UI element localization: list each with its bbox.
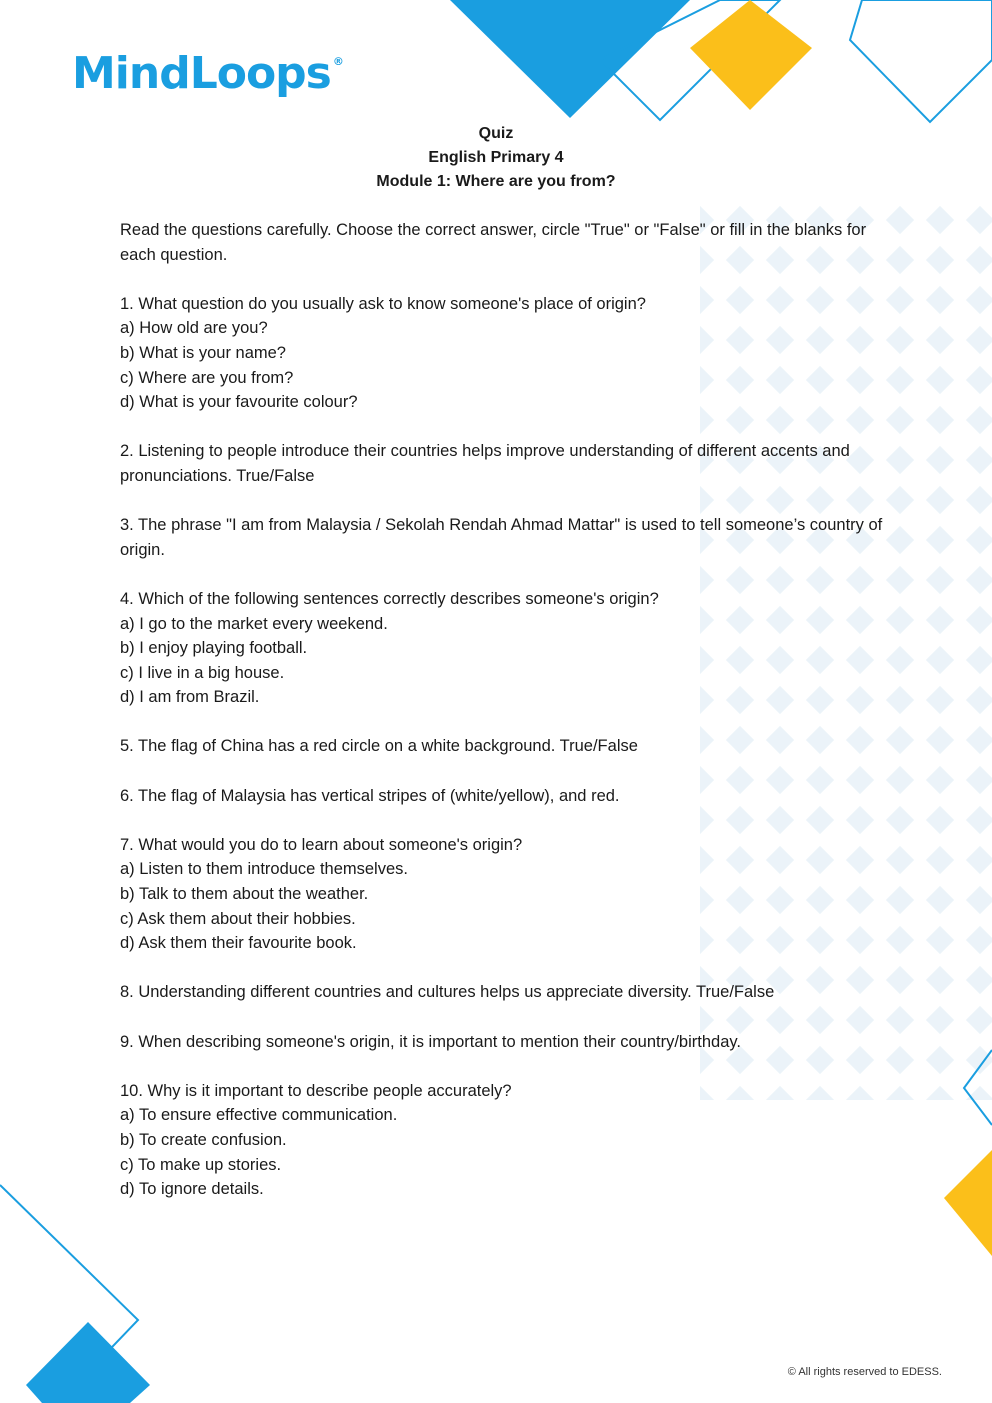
- question-text: 6. The flag of Malaysia has vertical stripes of (white/yellow), and red.: [120, 786, 620, 805]
- top-yellow-diamond: [690, 0, 812, 110]
- quiz-title: Quiz: [478, 125, 514, 142]
- option-c: c) I live in a big house.: [120, 663, 285, 682]
- option-d: d) Ask them their favourite book.: [120, 934, 357, 953]
- question-5: [120, 734, 890, 759]
- question-4: [120, 587, 890, 710]
- quiz-header: [0, 122, 992, 194]
- option-b: b) Talk to them about the weather.: [120, 885, 369, 904]
- option-d: d) I am from Brazil.: [120, 688, 260, 707]
- question-1: [120, 292, 890, 415]
- question-text: 10. Why is it important to describe people accurately?: [120, 1081, 512, 1100]
- instructions: Read the questions carefully. Choose the correct answer, circle "True" or "False" or fill in the blanks for each question.: [120, 221, 867, 264]
- right-yellow-diamond: [944, 1150, 992, 1256]
- quiz-content: [120, 218, 890, 1226]
- question-text: 9. When describing someone's origin, it is important to mention their country/birthday.: [120, 1032, 741, 1051]
- quiz-subject: English Primary 4: [428, 149, 564, 166]
- mindloops-logo: [72, 48, 343, 99]
- top-blue-diamond: [450, 0, 690, 118]
- question-7: [120, 833, 890, 956]
- question-text: 5. The flag of China has a red circle on a white background. True/False: [120, 737, 638, 756]
- question-text: 7. What would you do to learn about someone's origin?: [120, 835, 523, 854]
- option-c: c) To make up stories.: [120, 1155, 282, 1174]
- option-a: a) I go to the market every weekend.: [120, 614, 388, 633]
- question-2: [120, 439, 890, 488]
- question-text: 1. What question do you usually ask to know someone's place of origin?: [120, 294, 646, 313]
- option-a: a) To ensure effective communication.: [120, 1106, 398, 1125]
- question-3: [120, 513, 890, 562]
- question-text: 2. Listening to people introduce their countries helps improve understanding of different accents and pronunciations. True/False: [120, 442, 850, 485]
- question-9: [120, 1030, 890, 1055]
- question-6: [120, 784, 890, 809]
- question-10: [120, 1079, 890, 1202]
- question-text: 4. Which of the following sentences correctly describes someone's origin?: [120, 589, 659, 608]
- bottom-left-blue-diamond: [26, 1322, 150, 1403]
- copyright-footer: © All rights reserved to EDESS.: [787, 1366, 942, 1378]
- logo-text: MindLoops: [72, 48, 331, 99]
- option-c: c) Ask them about their hobbies.: [120, 909, 356, 928]
- option-a: a) Listen to them introduce themselves.: [120, 860, 408, 879]
- question-8: [120, 980, 890, 1005]
- option-b: b) What is your name?: [120, 343, 286, 362]
- top-right-outline: [850, 0, 992, 122]
- option-b: b) To create confusion.: [120, 1130, 287, 1149]
- question-text: 8. Understanding different countries and cultures helps us appreciate diversity. True/False: [120, 983, 775, 1002]
- registered-mark: ®: [332, 55, 343, 68]
- option-b: b) I enjoy playing football.: [120, 639, 308, 658]
- option-d: d) To ignore details.: [120, 1180, 264, 1199]
- option-a: a) How old are you?: [120, 319, 268, 338]
- quiz-module: Module 1: Where are you from?: [376, 173, 616, 190]
- question-text: 3. The phrase "I am from Malaysia / Sekolah Rendah Ahmad Mattar" is used to tell someone’s country of origin.: [120, 516, 883, 559]
- option-c: c) Where are you from?: [120, 368, 294, 387]
- option-d: d) What is your favourite colour?: [120, 393, 358, 412]
